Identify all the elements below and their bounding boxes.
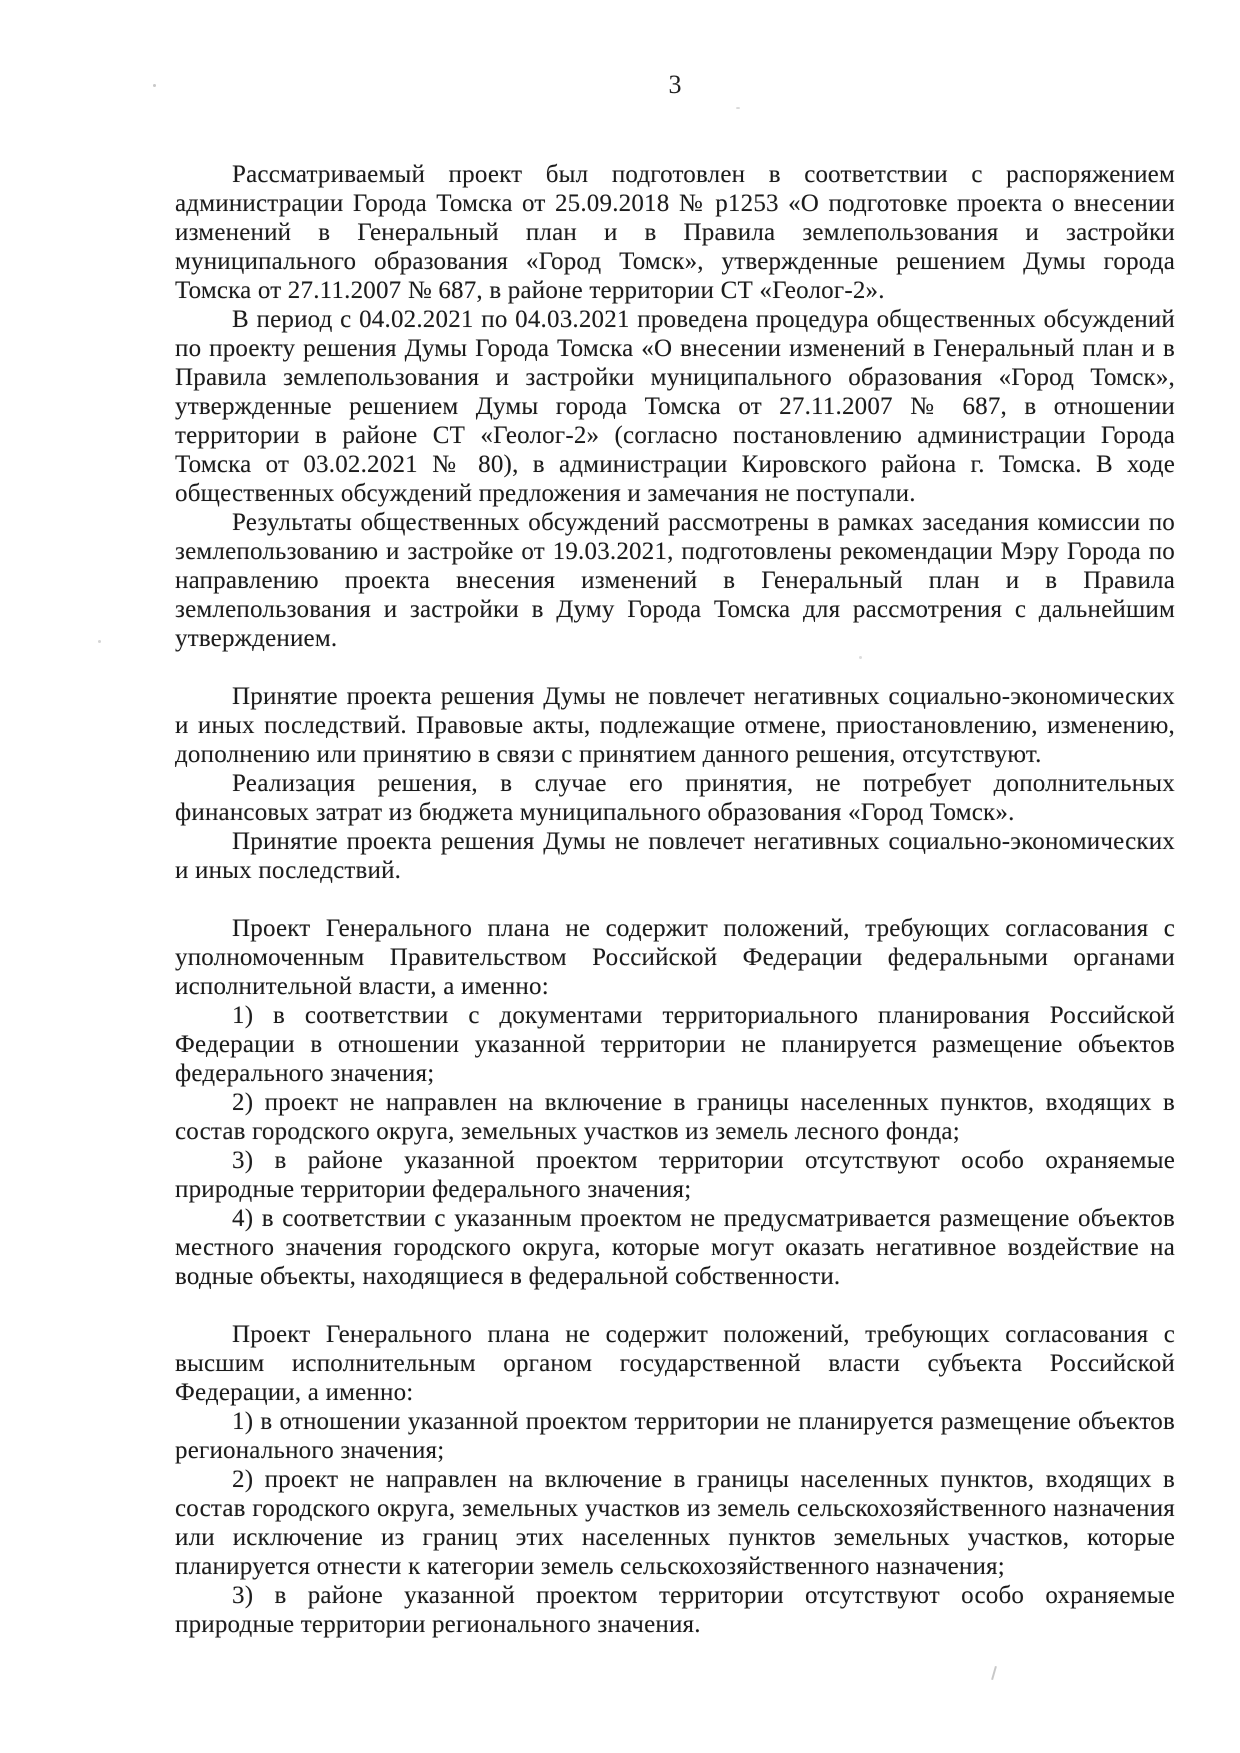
scan-artifact-dot: [153, 84, 156, 87]
list-item-federal-4: 4) в соответствии с указанным проектом не предусматривается размещение объектов местного значения городского округа, которые могут оказать негативное воздействие на водные объекты, находящиеся в федеральной собственности.: [175, 1205, 1175, 1290]
para-project-preparation: Рассматриваемый проект был подготовлен в соответствии с распоряжением администрации Города Томска от 25.09.2018 № р1253 «О подготовке проекта о внесении изменений в Генеральный план и в Правила землепользования и застройки муниципального образования «Город Томск», утвержденные решением Думы города Томска от 27.11.2007 № 687, в районе территории СТ «Геолог-2».: [175, 161, 1175, 304]
para-discussion-results: Результаты общественных обсуждений рассмотрены в рамках заседания комиссии по землепользованию и застройке от 19.03.2021, подготовлены рекомендации Мэру Города по направлению проекта внесения изменений в Генеральный план и в Правила землепользования и застройки в Думу Города Томска для рассмотрения с дальнейшим утверждением.: [175, 509, 1175, 652]
list-item-federal-1: 1) в соответствии с документами территориального планирования Российской Федерации в отношении указанной территории не планируется размещение объектов федерального значения;: [175, 1002, 1175, 1087]
scan-artifact-dot: [859, 656, 862, 659]
page-number: 3: [668, 70, 682, 99]
document-body: [175, 160, 1175, 1639]
scan-artifact-dot: [736, 107, 740, 109]
list-item-federal-3: 3) в районе указанной проектом территории отсутствуют особо охраняемые природные территории федерального значения;: [175, 1147, 1175, 1203]
para-no-financial-costs: Реализация решения, в случае его принятия, не потребует дополнительных финансовых затрат из бюджета муниципального образования «Город Томск».: [175, 770, 1175, 826]
list-item-regional-2: 2) проект не направлен на включение в границы населенных пунктов, входящих в состав городского округа, земельных участков из земель сельскохозяйственного назначения или исключение из границ этих населенных пунктов земельных участков, которые планируется отнести к категории земель сельскохозяйственного назначения;: [175, 1466, 1175, 1580]
para-federal-approval-intro: Проект Генерального плана не содержит положений, требующих согласования с уполномоченным Правительством Российской Федерации федеральными органами исполнительной власти, а именно:: [175, 915, 1175, 1000]
scan-artifact-scratch: [991, 1666, 997, 1680]
para-no-negative-consequences-2: Принятие проекта решения Думы не повлечет негативных социально-экономических и иных последствий.: [175, 828, 1175, 884]
para-no-negative-consequences-1: Принятие проекта решения Думы не повлечет негативных социально-экономических и иных последствий. Правовые акты, подлежащие отмене, приостановлению, изменению, дополнению или принятию в связи с принятием данного решения, отсутствуют.: [175, 683, 1175, 768]
scan-artifact-dot: [98, 640, 101, 643]
list-item-federal-2: 2) проект не направлен на включение в границы населенных пунктов, входящих в состав городского округа, земельных участков из земель лесного фонда;: [175, 1089, 1175, 1145]
para-regional-approval-intro: Проект Генерального плана не содержит положений, требующих согласования с высшим исполнительным органом государственной власти субъекта Российской Федерации, а именно:: [175, 1321, 1175, 1406]
list-item-regional-3: 3) в районе указанной проектом территории отсутствуют особо охраняемые природные территории регионального значения.: [175, 1582, 1175, 1638]
para-public-discussion-period: В период с 04.02.2021 по 04.03.2021 проведена процедура общественных обсуждений по проекту решения Думы Города Томска «О внесении изменений в Генеральный план и в Правила землепользования и застройки муниципального образования «Город Томск», утвержденные решением Думы города Томска от 27.11.2007 № 687, в отношении территории в районе СТ «Геолог-2» (согласно постановлению администрации Города Томска от 03.02.2021 № 80), в администрации Кировского района г. Томска. В ходе общественных обсуждений предложения и замечания не поступали.: [175, 306, 1175, 507]
list-item-regional-1: 1) в отношении указанной проектом территории не планируется размещение объектов регионального значения;: [175, 1408, 1175, 1464]
